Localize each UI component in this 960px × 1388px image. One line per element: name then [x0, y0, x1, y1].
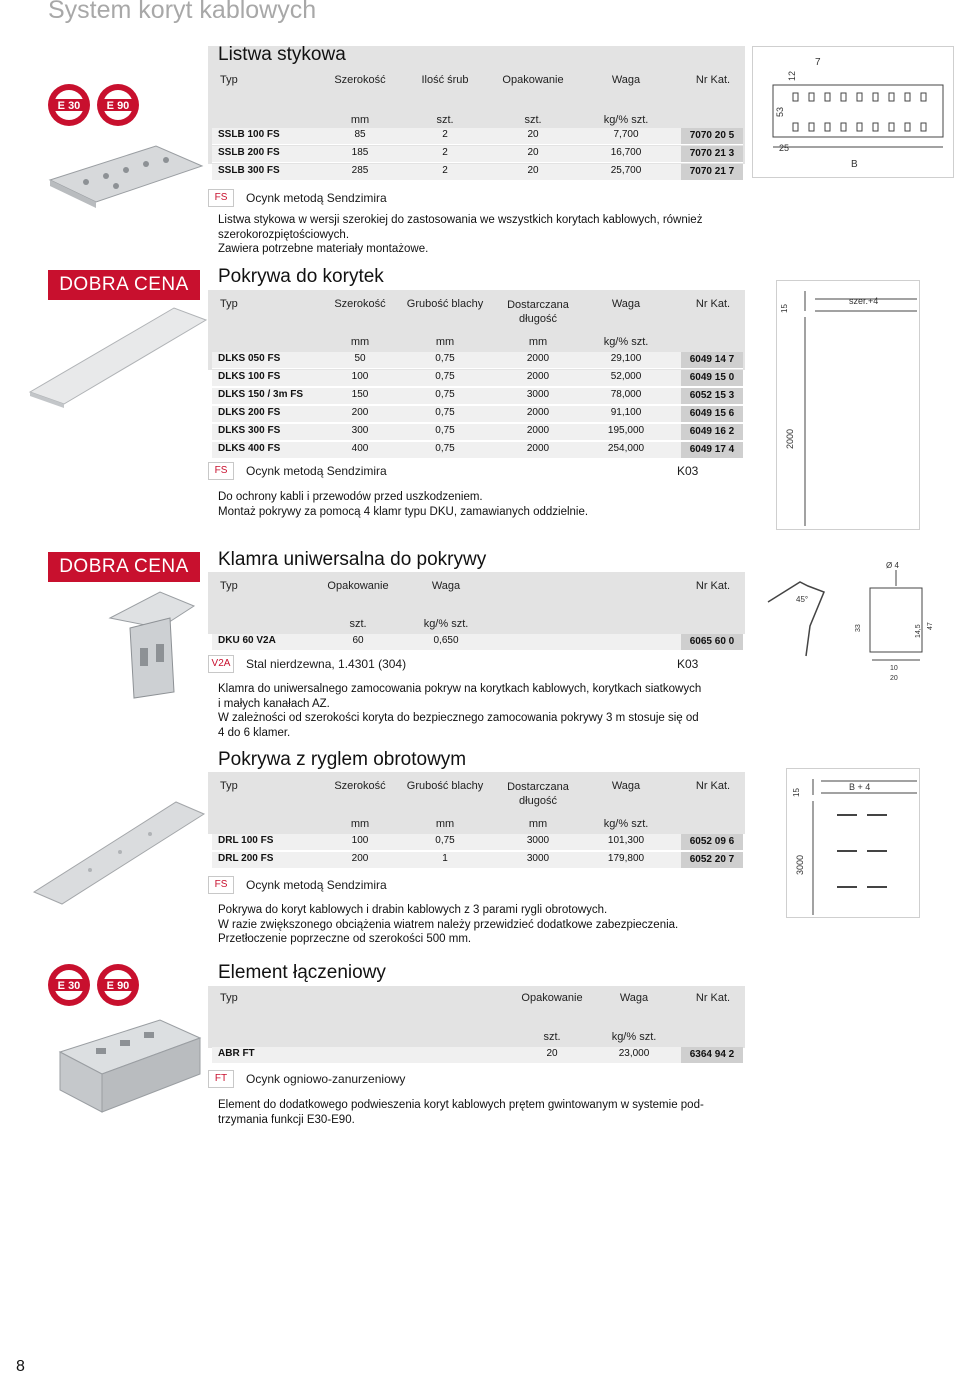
product-image-listwa — [46, 140, 206, 210]
cell-typ: SSLB 300 FS — [218, 165, 280, 176]
description-line: Pokrywa do koryt kablowych i drabin kablowych z 3 parami rygli obrotowych. — [218, 904, 608, 916]
col-header: Opakowanie — [521, 992, 583, 1004]
finish-code-badge: FS — [208, 876, 234, 894]
cell: 2000 — [526, 353, 550, 364]
table-row — [212, 1047, 743, 1064]
svg-text:47: 47 — [927, 622, 934, 630]
col-header: Grubość blachy — [406, 298, 484, 310]
col-header: Waga — [611, 298, 641, 310]
col-header: Waga — [431, 580, 461, 592]
fire-label: E 30 — [57, 100, 81, 112]
table-row — [212, 424, 743, 441]
description-line: Montaż pokrywy za pomocą 4 klamr typu DKU, zamawianych oddzielnie. — [218, 505, 589, 518]
unit-label: kg/% szt. — [611, 1031, 657, 1043]
table-row — [212, 852, 743, 869]
cell: 101,300 — [607, 835, 645, 846]
finish-code-badge: FT — [208, 1070, 234, 1088]
cell: 195,000 — [607, 425, 645, 436]
description — [218, 1098, 704, 1127]
cell-catno: 6364 94 2 — [681, 1047, 743, 1063]
cell: 179,800 — [607, 853, 645, 864]
unit-label: mm — [435, 818, 455, 830]
dobra-cena-badge: DOBRA CENA — [48, 270, 200, 300]
reference-code: K03 — [677, 464, 699, 478]
description — [218, 213, 702, 257]
unit-label: mm — [350, 818, 370, 830]
cell-catno: 7070 20 5 — [681, 128, 743, 144]
table-row — [212, 406, 743, 423]
table-row — [212, 128, 743, 145]
table-row — [212, 834, 743, 851]
product-image-pokrywa — [24, 300, 208, 410]
fire-rating-logo — [46, 82, 144, 128]
cell: 60 — [352, 635, 364, 646]
product-image-pokrywa-rygiel — [30, 796, 206, 908]
cell: 2000 — [526, 425, 550, 436]
unit-label: mm — [435, 336, 455, 348]
cell: 20 — [546, 1048, 558, 1059]
cell: 254,000 — [607, 443, 645, 454]
svg-text:szer.+4: szer.+4 — [849, 296, 879, 306]
finish-text: Ocynk ogniowo-zanurzeniowy — [246, 1072, 406, 1086]
cell-catno: 6049 16 2 — [681, 424, 743, 440]
description-line: trzymania funkcji E30-E90. — [218, 1113, 355, 1126]
unit-label: kg/% szt. — [603, 818, 649, 830]
unit-label: szt. — [524, 114, 542, 126]
unit-label: szt. — [349, 618, 367, 630]
col-header: Nr Kat. — [695, 992, 731, 1004]
fire-label: E 90 — [106, 980, 130, 992]
col-header: Waga — [619, 992, 649, 1004]
description — [218, 903, 678, 947]
cell: 3000 — [526, 835, 550, 846]
description — [218, 682, 701, 740]
cell: 2 — [442, 165, 448, 176]
svg-text:45°: 45° — [796, 595, 809, 604]
col-header: Nr Kat. — [695, 780, 731, 792]
cell-catno: 7070 21 3 — [681, 146, 743, 162]
col-header: Dostarczana długość — [507, 781, 569, 807]
table-row — [212, 146, 743, 163]
cell-typ: DLKS 300 FS — [218, 425, 281, 436]
svg-text:33: 33 — [855, 624, 862, 632]
cell: 29,100 — [610, 353, 642, 364]
dobra-cena-badge: DOBRA CENA — [48, 552, 200, 582]
col-header: Nr Kat. — [695, 298, 731, 310]
finish-text: Ocynk metodą Sendzimira — [246, 464, 387, 478]
svg-text:53: 53 — [775, 106, 785, 117]
cell-catno: 6049 15 6 — [681, 406, 743, 422]
cell: 52,000 — [610, 371, 642, 382]
cell: 16,700 — [610, 147, 642, 158]
cell: 78,000 — [610, 389, 642, 400]
unit-label: mm — [528, 818, 548, 830]
cell: 7,700 — [613, 129, 639, 140]
unit-label: mm — [350, 336, 370, 348]
cell: 0,75 — [435, 371, 455, 382]
cell-typ: DLKS 400 FS — [218, 443, 281, 454]
fire-label: E 90 — [106, 100, 130, 112]
cell: 2000 — [526, 407, 550, 418]
table-row — [212, 164, 743, 181]
unit-label: kg/% szt. — [603, 114, 649, 126]
cell-typ: DLKS 200 FS — [218, 407, 281, 418]
cell-catno: 6065 60 0 — [681, 634, 743, 650]
cell-typ: DKU 60 V2A — [218, 635, 276, 646]
cell: 150 — [351, 389, 369, 400]
description-line: Przetłoczenie poprzeczne od szerokości 500 mm. — [218, 933, 472, 945]
description-line: Do ochrony kabli i przewodów przed uszkodzeniem. — [218, 491, 483, 503]
cell: 2000 — [526, 371, 550, 382]
cell: 23,000 — [618, 1048, 650, 1059]
col-header: Grubość blachy — [406, 780, 484, 792]
unit-label: szt. — [543, 1031, 561, 1043]
cell: 25,700 — [610, 165, 642, 176]
cell: 0,75 — [435, 389, 455, 400]
unit-label: mm — [350, 114, 370, 126]
cell: 0,75 — [435, 353, 455, 364]
description — [218, 490, 588, 519]
cell: 285 — [351, 165, 369, 176]
table-row — [212, 388, 743, 405]
diagram-klamra — [764, 556, 956, 686]
description-line: Element do dodatkowego podwieszenia koryt kablowych prętem gwintowanym w systemie pod- — [218, 1099, 704, 1111]
unit-label: mm — [528, 336, 548, 348]
fire-rating-logo — [46, 962, 144, 1008]
cell-typ: SSLB 200 FS — [218, 147, 280, 158]
cell: 100 — [351, 371, 369, 382]
description-line: szerokorozpiętościowych. — [218, 228, 350, 241]
cell-catno: 6049 17 4 — [681, 442, 743, 458]
cell: 20 — [527, 147, 539, 158]
cell: 185 — [351, 147, 369, 158]
cell: 2 — [442, 147, 448, 158]
cell-catno: 6049 15 0 — [681, 370, 743, 386]
cell: 3000 — [526, 389, 550, 400]
table-row — [212, 634, 743, 651]
cell: 0,75 — [435, 443, 455, 454]
cell-catno: 6049 14 7 — [681, 352, 743, 368]
col-header: Nr Kat. — [695, 580, 731, 592]
cell: 3000 — [526, 853, 550, 864]
description-line: Klamra do uniwersalnego zamocowania pokryw na korytkach kablowych, korytkach siatkowych — [218, 683, 702, 695]
description-line: i małych kanałach AZ. — [218, 697, 330, 710]
finish-text: Ocynk metodą Sendzimira — [246, 191, 387, 205]
svg-text:12: 12 — [787, 70, 797, 81]
finish-text: Stal nierdzewna, 1.4301 (304) — [246, 657, 407, 671]
svg-text:15: 15 — [792, 788, 801, 797]
description-line: W razie zwiększonego obciążenia wiatrem należy przewidzieć dodatkowe zabezpieczenia. — [218, 918, 679, 931]
col-header: Typ — [220, 780, 238, 792]
description-line: W zależności od szerokości koryta do bezpiecznego zamocowania pokrywy 3 m stosuje się od — [218, 712, 699, 724]
cell: 0,650 — [433, 635, 459, 646]
unit-label: kg/% szt. — [603, 336, 649, 348]
cell-typ: DRL 100 FS — [218, 835, 274, 846]
description-line: Zawiera potrzebne materiały montażowe. — [218, 243, 429, 255]
svg-text:7: 7 — [815, 57, 821, 68]
svg-text:3000: 3000 — [795, 854, 805, 875]
col-header: Szerokość — [334, 298, 386, 310]
cell: 50 — [354, 353, 366, 364]
cell: 2 — [442, 129, 448, 140]
cell: 0,75 — [435, 835, 455, 846]
col-header: Szerokość — [334, 74, 386, 86]
table-row — [212, 442, 743, 459]
diagram-listwa — [752, 46, 954, 178]
fire-label: E 30 — [57, 980, 81, 992]
col-header: Waga — [611, 780, 641, 792]
col-header: Ilość śrub — [421, 74, 469, 86]
svg-text:Ø 4: Ø 4 — [886, 561, 899, 570]
section-title-pokrywa: Pokrywa do korytek — [218, 266, 384, 287]
cell: 20 — [527, 129, 539, 140]
product-image-klamra — [100, 588, 200, 700]
cell: 0,75 — [435, 407, 455, 418]
page-number: 8 — [16, 1358, 25, 1375]
description-line: Listwa stykowa w wersji szerokiej do zastosowania we wszystkich korytach kablowych, również — [218, 214, 703, 226]
cell: 0,75 — [435, 425, 455, 436]
cell-catno: 7070 21 7 — [681, 164, 743, 180]
cell-typ: SSLB 100 FS — [218, 129, 280, 140]
finish-code-badge: V2A — [208, 655, 234, 673]
cell-catno: 6052 20 7 — [681, 852, 743, 868]
finish-code-badge: FS — [208, 189, 234, 207]
section-title-element: Element łączeniowy — [218, 962, 386, 983]
cell-catno: 6052 15 3 — [681, 388, 743, 404]
cell: 1 — [442, 853, 448, 864]
cell: 300 — [351, 425, 369, 436]
col-header: Szerokość — [334, 780, 386, 792]
finish-code-badge: FS — [208, 462, 234, 480]
cell-typ: DLKS 150 / 3m FS — [218, 389, 304, 400]
cell-catno: 6052 09 6 — [681, 834, 743, 850]
svg-text:B: B — [851, 159, 858, 170]
cell-typ: DRL 200 FS — [218, 853, 274, 864]
diagram-pokrywa-rygiel — [786, 768, 920, 918]
cell: 20 — [527, 165, 539, 176]
section-title-klamra: Klamra uniwersalna do pokrywy — [218, 549, 487, 570]
cell-typ: ABR FT — [218, 1048, 255, 1059]
section-title-listwa: Listwa stykowa — [218, 44, 346, 65]
page-title: System koryt kablowych — [48, 0, 317, 24]
svg-text:20: 20 — [890, 675, 898, 682]
cell: 200 — [351, 853, 369, 864]
svg-text:25: 25 — [779, 143, 790, 153]
col-header: Dostarczana długość — [507, 299, 569, 325]
description-line: 4 do 6 klamer. — [218, 726, 291, 739]
reference-code: K03 — [677, 657, 699, 671]
svg-text:10: 10 — [890, 665, 898, 672]
col-header: Opakowanie — [502, 74, 564, 86]
diagram-pokrywa — [776, 280, 920, 530]
svg-text:14,5: 14,5 — [915, 624, 922, 638]
col-header: Typ — [220, 74, 238, 86]
col-header: Typ — [220, 992, 238, 1004]
cell-typ: DLKS 050 FS — [218, 353, 281, 364]
finish-text: Ocynk metodą Sendzimira — [246, 878, 387, 892]
svg-text:15: 15 — [780, 304, 789, 313]
unit-label: szt. — [436, 114, 454, 126]
cell: 200 — [351, 407, 369, 418]
col-header: Typ — [220, 298, 238, 310]
col-header: Nr Kat. — [695, 74, 731, 86]
cell: 91,100 — [610, 407, 642, 418]
svg-text:2000: 2000 — [785, 428, 795, 449]
table-row — [212, 352, 743, 369]
svg-text:B + 4: B + 4 — [849, 782, 871, 792]
cell: 85 — [354, 129, 366, 140]
col-header: Opakowanie — [327, 580, 389, 592]
product-image-element — [50, 1012, 206, 1120]
cell-typ: DLKS 100 FS — [218, 371, 281, 382]
table-row — [212, 370, 743, 387]
unit-label: kg/% szt. — [423, 618, 469, 630]
col-header: Waga — [611, 74, 641, 86]
cell: 400 — [351, 443, 369, 454]
section-title-pokrywa-rygiel: Pokrywa z ryglem obrotowym — [218, 749, 467, 770]
cell: 100 — [351, 835, 369, 846]
cell: 2000 — [526, 443, 550, 454]
col-header: Typ — [220, 580, 238, 592]
